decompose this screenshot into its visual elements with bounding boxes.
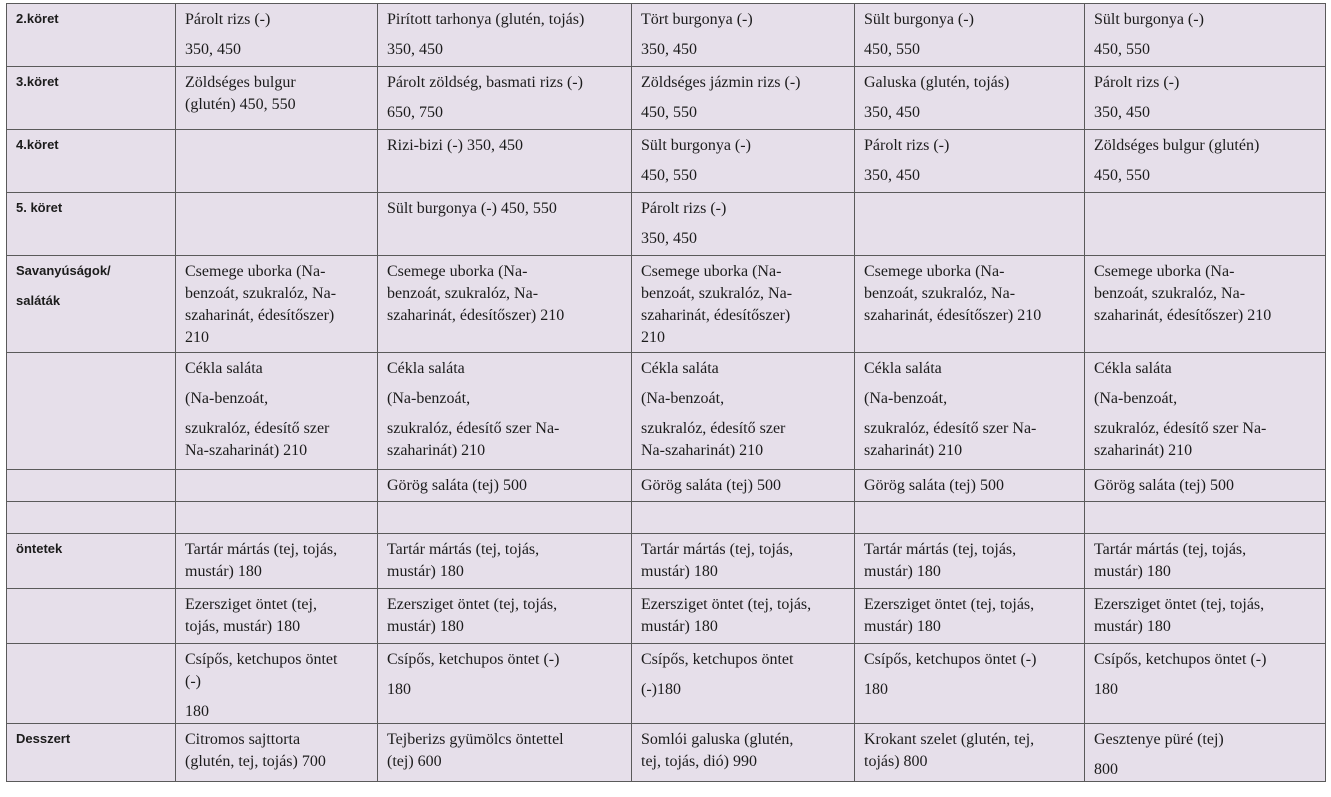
- menu-item-line: Galuska (glutén, tojás): [864, 74, 1010, 91]
- menu-item-line: Csípős, ketchupos öntet (-): [1094, 651, 1267, 668]
- menu-item-line: Csípős, ketchupos öntet (-): [864, 651, 1037, 668]
- menu-cell: [855, 502, 1085, 534]
- menu-item-line: 180: [864, 681, 888, 698]
- table-row: [7, 353, 1326, 470]
- menu-item-paragraph: [864, 594, 1078, 638]
- menu-cell: [632, 644, 855, 724]
- menu-item-paragraph: [185, 539, 371, 583]
- menu-cell: [176, 353, 378, 470]
- table-row: [7, 644, 1326, 724]
- menu-cell: [632, 67, 855, 130]
- menu-item-line: Csípős, ketchupos öntet: [641, 651, 794, 668]
- menu-cell: [1085, 4, 1326, 67]
- menu-item-paragraph: [185, 701, 371, 723]
- menu-cell: [176, 470, 378, 502]
- menu-cell: [855, 256, 1085, 353]
- menu-item-paragraph: [185, 729, 371, 773]
- menu-item-line: mustár) 180: [1094, 563, 1171, 580]
- row-label-cell: [7, 502, 176, 534]
- menu-item-paragraph: [387, 102, 625, 124]
- row-label-cell: [7, 67, 176, 130]
- menu-item-paragraph: [387, 358, 625, 380]
- menu-item-line: mustár) 180: [387, 563, 464, 580]
- menu-item-line: Cékla saláta: [864, 360, 942, 377]
- menu-item-paragraph: [1094, 475, 1319, 497]
- menu-cell: [1085, 67, 1326, 130]
- menu-cell: [378, 470, 632, 502]
- menu-cell: [632, 534, 855, 589]
- menu-item-paragraph: [641, 649, 848, 671]
- menu-item-line: (Na-benzoát,: [864, 390, 948, 407]
- table-row: [7, 130, 1326, 193]
- menu-item-line: (Na-benzoát,: [387, 390, 471, 407]
- menu-cell: [632, 4, 855, 67]
- menu-item-line: 450, 550: [641, 104, 697, 121]
- menu-item-line: (glutén) 450, 550: [185, 96, 296, 113]
- menu-item-line: szaharinát) 210: [387, 442, 486, 459]
- menu-item-line: Párolt rizs (-): [864, 137, 950, 154]
- row-label-line: öntetek: [16, 541, 63, 556]
- menu-item-line: mustár) 180: [1094, 618, 1171, 635]
- menu-cell: [1085, 256, 1326, 353]
- menu-item-line: (Na-benzoát,: [1094, 390, 1178, 407]
- menu-item-paragraph: [641, 261, 848, 349]
- menu-cell: [632, 256, 855, 353]
- menu-item-line: 450, 550: [1094, 167, 1150, 184]
- menu-item-paragraph: [1094, 539, 1319, 583]
- menu-item-line: benzoát, szukralóz, Na-: [185, 285, 337, 302]
- menu-cell: [1085, 353, 1326, 470]
- menu-item-line: (tej) 600: [387, 753, 442, 770]
- row-label-line: Savanyúságok/: [16, 263, 111, 278]
- menu-item-paragraph: [641, 198, 848, 220]
- menu-item-line: Zöldséges jázmin rizs (-): [641, 74, 801, 91]
- menu-cell: [1085, 534, 1326, 589]
- menu-item-line: Zöldséges bulgur (glutén): [1094, 137, 1260, 154]
- menu-item-line: mustár) 180: [185, 563, 262, 580]
- menu-cell: [378, 67, 632, 130]
- menu-item-line: Gesztenye püré (tej): [1094, 731, 1224, 748]
- menu-item-paragraph: [641, 9, 848, 31]
- menu-item-line: 350, 450: [387, 41, 443, 58]
- table-row: [7, 256, 1326, 353]
- row-label-line: saláták: [16, 293, 61, 308]
- menu-cell: [176, 67, 378, 130]
- menu-item-paragraph: [185, 261, 371, 349]
- menu-item-paragraph: [387, 594, 625, 638]
- table-row: [7, 4, 1326, 67]
- menu-item-line: Görög saláta (tej) 500: [387, 477, 527, 494]
- menu-item-line: szaharinát, édesítőszer) 210: [1094, 307, 1272, 324]
- menu-item-line: Csemege uborka (Na-: [864, 263, 1005, 280]
- row-label-cell: [7, 644, 176, 724]
- menu-item-paragraph: [387, 39, 625, 61]
- menu-item-paragraph: [864, 729, 1078, 773]
- menu-item-line: Párolt zöldség, basmati rizs (-): [387, 74, 583, 91]
- menu-cell: [632, 193, 855, 256]
- menu-item-line: Görög saláta (tej) 500: [641, 477, 781, 494]
- menu-item-paragraph: [641, 679, 848, 701]
- menu-item-paragraph: [864, 418, 1078, 462]
- row-label-cell: [7, 470, 176, 502]
- menu-item-line: Csípős, ketchupos öntet: [185, 651, 338, 668]
- menu-item-paragraph: [387, 388, 625, 410]
- menu-item-paragraph: [864, 9, 1078, 31]
- menu-cell: [176, 534, 378, 589]
- menu-cell: [632, 353, 855, 470]
- row-label-cell: [7, 193, 176, 256]
- menu-item-paragraph: [641, 358, 848, 380]
- menu-item-paragraph: [641, 165, 848, 187]
- menu-item-line: (Na-benzoát,: [641, 390, 725, 407]
- menu-item-line: tojás) 800: [864, 753, 928, 770]
- menu-item-paragraph: [387, 729, 625, 773]
- menu-item-paragraph: [864, 539, 1078, 583]
- menu-cell: [855, 4, 1085, 67]
- menu-item-paragraph: [864, 649, 1078, 671]
- menu-item-paragraph: [1094, 261, 1319, 327]
- menu-item-paragraph: [864, 679, 1078, 701]
- menu-item-line: (Na-benzoát,: [185, 390, 269, 407]
- menu-item-paragraph: [387, 72, 625, 94]
- menu-item-paragraph: [1094, 358, 1319, 380]
- menu-item-line: mustár) 180: [641, 618, 718, 635]
- menu-item-paragraph: [387, 198, 625, 220]
- menu-item-line: 180: [185, 703, 209, 720]
- row-label-cell: [7, 353, 176, 470]
- menu-item-line: Ezersziget öntet (tej,: [185, 596, 317, 613]
- menu-item-paragraph: [387, 9, 625, 31]
- menu-item-line: benzoát, szukralóz, Na-: [1094, 285, 1246, 302]
- menu-item-paragraph: [1094, 729, 1319, 751]
- menu-cell: [176, 644, 378, 724]
- menu-item-line: Tört burgonya (-): [641, 11, 753, 28]
- menu-item-line: 350, 450: [641, 230, 697, 247]
- menu-item-paragraph: [185, 649, 371, 693]
- menu-item-paragraph: [864, 261, 1078, 327]
- menu-item-line: Krokant szelet (glutén, tej,: [864, 731, 1035, 748]
- menu-cell: [1085, 502, 1326, 534]
- menu-item-paragraph: [387, 649, 625, 671]
- menu-item-line: mustár) 180: [641, 563, 718, 580]
- menu-item-line: szukralóz, édesítő szer: [185, 420, 330, 437]
- menu-item-paragraph: [387, 679, 625, 701]
- menu-cell: [1085, 644, 1326, 724]
- row-label-line: 4.köret: [16, 137, 59, 152]
- menu-item-paragraph: [864, 165, 1078, 187]
- menu-item-paragraph: [185, 418, 371, 462]
- menu-cell: [378, 644, 632, 724]
- menu-item-line: 350, 450: [1094, 104, 1150, 121]
- menu-cell: [1085, 130, 1326, 193]
- menu-item-paragraph: [1094, 9, 1319, 31]
- row-label-line: 3.köret: [16, 74, 59, 89]
- table-row: [7, 470, 1326, 502]
- menu-cell: [855, 353, 1085, 470]
- menu-cell: [378, 130, 632, 193]
- menu-cell: [378, 4, 632, 67]
- menu-cell: [378, 724, 632, 782]
- menu-item-line: 450, 550: [641, 167, 697, 184]
- menu-item-paragraph: [1094, 679, 1319, 701]
- menu-item-paragraph: [387, 261, 625, 327]
- menu-item-line: szaharinát, édesítőszer): [185, 307, 335, 324]
- menu-item-paragraph: [1094, 39, 1319, 61]
- menu-item-line: Sült burgonya (-) 450, 550: [387, 200, 557, 217]
- menu-item-paragraph: [641, 729, 848, 773]
- menu-cell: [855, 470, 1085, 502]
- menu-item-paragraph: [185, 39, 371, 61]
- menu-item-line: 350, 450: [641, 41, 697, 58]
- menu-item-line: Tartár mártás (tej, tojás,: [1094, 541, 1247, 558]
- menu-cell: [378, 353, 632, 470]
- row-label-cell: [7, 4, 176, 67]
- menu-item-line: szukralóz, édesítő szer Na-: [387, 420, 560, 437]
- menu-item-line: Görög saláta (tej) 500: [864, 477, 1004, 494]
- menu-item-line: tojás, mustár) 180: [185, 618, 301, 635]
- menu-item-paragraph: [185, 388, 371, 410]
- menu-cell: [1085, 589, 1326, 644]
- menu-item-paragraph: [185, 72, 371, 116]
- row-label-cell: [7, 589, 176, 644]
- menu-item-paragraph: [641, 418, 848, 462]
- menu-cell: [176, 193, 378, 256]
- menu-item-paragraph: [641, 135, 848, 157]
- menu-item-paragraph: [864, 358, 1078, 380]
- row-label-cell: [7, 534, 176, 589]
- menu-item-paragraph: [185, 594, 371, 638]
- menu-item-paragraph: [864, 475, 1078, 497]
- menu-cell: [1085, 470, 1326, 502]
- table-row: [7, 534, 1326, 589]
- menu-cell: [378, 502, 632, 534]
- menu-item-paragraph: [387, 539, 625, 583]
- menu-item-line: Párolt rizs (-): [641, 200, 727, 217]
- menu-cell: [176, 130, 378, 193]
- menu-item-paragraph: [864, 72, 1078, 94]
- menu-cell: [176, 256, 378, 353]
- menu-item-paragraph: [641, 594, 848, 638]
- menu-item-line: Ezersziget öntet (tej, tojás,: [864, 596, 1035, 613]
- menu-item-paragraph: [864, 388, 1078, 410]
- menu-item-line: mustár) 180: [387, 618, 464, 635]
- row-label-cell: [7, 256, 176, 353]
- menu-item-line: Csemege uborka (Na-: [1094, 263, 1235, 280]
- table-row: [7, 67, 1326, 130]
- menu-item-paragraph: [1094, 649, 1319, 671]
- menu-item-paragraph: [641, 72, 848, 94]
- table-row: [7, 502, 1326, 534]
- menu-item-line: 210: [185, 329, 209, 346]
- menu-item-paragraph: [641, 388, 848, 410]
- menu-item-line: Sült burgonya (-): [641, 137, 751, 154]
- menu-item-line: Somlói galuska (glutén,: [641, 731, 794, 748]
- menu-cell: [1085, 193, 1326, 256]
- menu-cell: [378, 256, 632, 353]
- menu-cell: [378, 589, 632, 644]
- menu-cell: [855, 193, 1085, 256]
- menu-item-paragraph: [641, 539, 848, 583]
- menu-item-paragraph: [1094, 759, 1319, 781]
- menu-item-paragraph: [1094, 165, 1319, 187]
- menu-item-line: Párolt rizs (-): [185, 11, 271, 28]
- menu-item-line: Zöldséges bulgur: [185, 74, 296, 91]
- menu-item-line: Citromos sajttorta: [185, 731, 301, 748]
- menu-item-line: Cékla saláta: [641, 360, 719, 377]
- menu-item-line: benzoát, szukralóz, Na-: [864, 285, 1016, 302]
- table-row: [7, 193, 1326, 256]
- row-label-line: Desszert: [16, 731, 71, 746]
- menu-item-paragraph: [641, 39, 848, 61]
- menu-item-paragraph: [185, 358, 371, 380]
- row-label-cell: [7, 130, 176, 193]
- menu-item-line: tej, tojás, dió) 990: [641, 753, 757, 770]
- menu-cell: [855, 644, 1085, 724]
- menu-item-line: 450, 550: [864, 41, 920, 58]
- menu-item-line: Tartár mártás (tej, tojás,: [641, 541, 794, 558]
- menu-cell: [855, 130, 1085, 193]
- menu-cell: [632, 502, 855, 534]
- menu-item-line: Tartár mártás (tej, tojás,: [185, 541, 338, 558]
- menu-cell: [1085, 724, 1326, 782]
- menu-item-paragraph: [864, 39, 1078, 61]
- menu-item-line: (-): [185, 673, 201, 690]
- menu-cell: [632, 130, 855, 193]
- menu-item-line: szukralóz, édesítő szer: [641, 420, 786, 437]
- menu-item-line: (-)180: [641, 681, 681, 698]
- menu-item-line: Ezersziget öntet (tej, tojás,: [1094, 596, 1265, 613]
- menu-item-line: 180: [387, 681, 411, 698]
- menu-item-line: 180: [1094, 681, 1118, 698]
- menu-cell: [176, 502, 378, 534]
- menu-item-paragraph: [185, 9, 371, 31]
- menu-item-line: szukralóz, édesítő szer Na-: [1094, 420, 1267, 437]
- menu-item-line: Csemege uborka (Na-: [185, 263, 326, 280]
- menu-item-line: 450, 550: [1094, 41, 1150, 58]
- menu-cell: [632, 470, 855, 502]
- menu-item-line: szaharinát) 210: [864, 442, 963, 459]
- menu-item-line: Ezersziget öntet (tej, tojás,: [387, 596, 558, 613]
- menu-item-paragraph: [641, 102, 848, 124]
- menu-item-line: Csípős, ketchupos öntet (-): [387, 651, 560, 668]
- menu-item-line: Ezersziget öntet (tej, tojás,: [641, 596, 812, 613]
- menu-item-paragraph: [641, 228, 848, 250]
- menu-item-line: szaharinát) 210: [1094, 442, 1193, 459]
- menu-item-paragraph: [1094, 594, 1319, 638]
- menu-item-line: Pirított tarhonya (glutén, tojás): [387, 11, 585, 28]
- menu-item-line: Cékla saláta: [185, 360, 263, 377]
- menu-item-line: szaharinát, édesítőszer): [641, 307, 791, 324]
- menu-item-line: Tartár mártás (tej, tojás,: [864, 541, 1017, 558]
- menu-cell: [378, 193, 632, 256]
- menu-item-line: 350, 450: [864, 167, 920, 184]
- menu-item-paragraph: [1094, 102, 1319, 124]
- row-label-cell: [7, 724, 176, 782]
- menu-item-line: 350, 450: [185, 41, 241, 58]
- menu-cell: [855, 534, 1085, 589]
- menu-item-line: Tejberizs gyümölcs öntettel: [387, 731, 564, 748]
- menu-item-paragraph: [1094, 72, 1319, 94]
- menu-cell: [632, 589, 855, 644]
- menu-cell: [176, 589, 378, 644]
- menu-item-paragraph: [387, 475, 625, 497]
- menu-item-paragraph: [387, 418, 625, 462]
- menu-item-paragraph: [1094, 135, 1319, 157]
- menu-item-paragraph: [641, 475, 848, 497]
- menu-item-line: Sült burgonya (-): [864, 11, 974, 28]
- menu-item-paragraph: [1094, 388, 1319, 410]
- menu-cell: [855, 67, 1085, 130]
- table-row: [7, 724, 1326, 782]
- menu-item-line: 800: [1094, 761, 1118, 778]
- menu-item-line: Sült burgonya (-): [1094, 11, 1204, 28]
- menu-item-line: mustár) 180: [864, 618, 941, 635]
- menu-item-line: szaharinát, édesítőszer) 210: [387, 307, 565, 324]
- menu-cell: [855, 589, 1085, 644]
- menu-item-line: Görög saláta (tej) 500: [1094, 477, 1234, 494]
- menu-cell: [176, 724, 378, 782]
- menu-item-line: Tartár mártás (tej, tojás,: [387, 541, 540, 558]
- row-label-line: 5. köret: [16, 200, 63, 215]
- menu-cell: [378, 534, 632, 589]
- menu-item-line: Cékla saláta: [387, 360, 465, 377]
- menu-item-line: Csemege uborka (Na-: [387, 263, 528, 280]
- menu-item-line: szukralóz, édesítő szer Na-: [864, 420, 1037, 437]
- menu-item-line: Rizi-bizi (-) 350, 450: [387, 137, 523, 154]
- menu-item-line: 650, 750: [387, 104, 443, 121]
- menu-item-line: Na-szaharinát) 210: [641, 442, 764, 459]
- menu-item-line: benzoát, szukralóz, Na-: [387, 285, 539, 302]
- menu-table-body: [7, 4, 1326, 782]
- menu-item-line: szaharinát, édesítőszer) 210: [864, 307, 1042, 324]
- menu-table: [6, 3, 1326, 782]
- menu-item-line: Csemege uborka (Na-: [641, 263, 782, 280]
- menu-item-line: 350, 450: [864, 104, 920, 121]
- menu-item-paragraph: [1094, 418, 1319, 462]
- menu-item-line: Párolt rizs (-): [1094, 74, 1180, 91]
- menu-cell: [632, 724, 855, 782]
- row-label-line: 2.köret: [16, 11, 59, 26]
- menu-item-paragraph: [864, 102, 1078, 124]
- menu-item-line: benzoát, szukralóz, Na-: [641, 285, 793, 302]
- menu-item-paragraph: [864, 135, 1078, 157]
- menu-item-line: (glutén, tej, tojás) 700: [185, 753, 326, 770]
- menu-cell: [176, 4, 378, 67]
- table-row: [7, 589, 1326, 644]
- menu-item-line: Cékla saláta: [1094, 360, 1172, 377]
- menu-cell: [855, 724, 1085, 782]
- menu-item-line: 210: [641, 329, 665, 346]
- menu-item-line: Na-szaharinát) 210: [185, 442, 308, 459]
- menu-item-line: mustár) 180: [864, 563, 941, 580]
- menu-item-paragraph: [387, 135, 625, 157]
